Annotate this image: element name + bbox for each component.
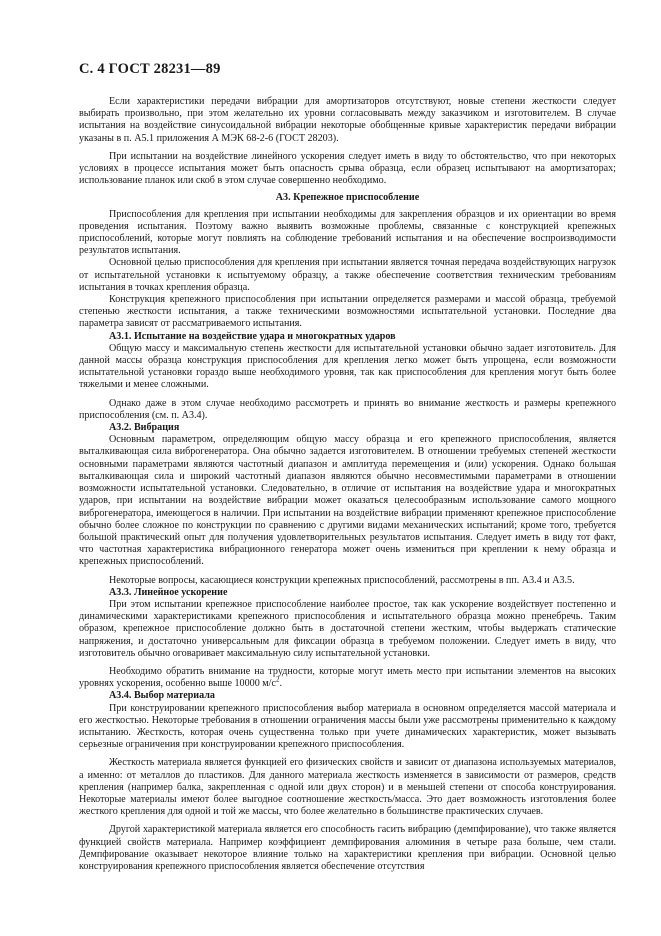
section-heading-a3: А3. Крепежное приспособление [275,192,420,204]
paragraph: Другой характеристикой материала является его способность гасить вибрацию (демпфирование), что также является функцией свойств материала. Например коэффициент демпфирования алюминия в четыре раза больше, чем стали. Демпфирование оказывает некоторое влияние только на характеристики крепления при вибрации. Основной целью конструирования крепежного приспособления является обеспечение отсутствия [79,824,616,872]
paragraph: При испытании на воздействие линейного ускорения следует иметь в виду то обстоятельство, что при некоторых условиях в процессе испытания может быть опасность срыва образца, если образец испытывают на амортизаторах; использование планок или скоб в этом случае совершенно необходимо. [79,150,616,187]
paragraph: Если характеристики передачи вибрации для амортизаторов отсутствуют, новые степени жесткости следует выбирать произвольно, при этом желательно их уровни согласовывать между заказчиком и изготовителем. В случае испытания на воздействие синусоидальной вибрации некоторые обобщенные кривые характеристик передачи вибрации указаны в п. А5.1 приложения А МЭК 68-2-6 (ГОСТ 28203). [79,96,616,144]
paragraph: Однако даже в этом случае необходимо рассмотреть и принять во внимание жесткость и размеры крепежного приспособления (см. п. А3.4). [79,397,616,421]
paragraph [79,666,616,690]
paragraph: Конструкция крепежного приспособления при испытании определяется размерами и массой образца, требуемой степенью жесткости испытания, а также техническими возможностями испытательной установки. Последние два параметра зависят от рассматриваемого испытания. [79,294,616,330]
paragraph-text-end: . [279,678,282,690]
paragraph: При этом испытании крепежное приспособление наиболее простое, так как ускорение воздействует постепенно и динамическими характеристиками крепежного приспособления и испытательного образца можно пренебречь. Таким образом, крепежное приспособление должно быть в достаточной степени жестким, чтобы выдержать статические напряжения, и достаточно универсальным для фиксации образца в требуемом положении. Следует иметь в виду, что изготовитель обычно оговаривает максимальную силу испытательной установки. [79,598,616,659]
subsection-heading-a3-4: А3.4. Выбор материала [109,690,215,702]
document-body [79,96,616,873]
subsection-heading-a3-2: А3.2. Вибрация [109,422,180,434]
paragraph: Приспособления для крепления при испытании необходимы для закрепления образцов и их ориентации во время проведения испытания. Поэтому важно выявить возможные проблемы, связанные с конструкцией крепежных приспособлений, которые могут повлиять на соблюдение требований испытания и на обеспечение воспроизводимости результатов испытания. [79,208,616,257]
paragraph: При конструировании крепежного приспособления выбор материала в основном определяется массой материала и его жесткостью. Некоторые требования в отношении ограничения массы были уже рассмотрены применительно к каждому испытанию. Жесткость, которая очень существенна только при учете динамических характеристик, может вызывать серьезные ограничения при конструировании крепежного приспособления. [79,702,616,751]
paragraph: Общую массу и максимальную степень жесткости для испытательной установки обычно задает изготовитель. Для данной массы образца конструкция приспособления для крепления легко может быть упрощена, если возможности испытательной установки гораздо выше необходимого уровня, так как приспособления для крепления могут быть более тяжелыми и менее сложными. [79,342,616,391]
subsection-heading-a3-3: А3.3. Линейное ускорение [109,586,228,598]
paragraph-text: Необходимо обратить внимание на трудности, которые могут иметь место при испытании элементов на высоких уровнях ускорения, особенно выше 10000 м/с [79,665,616,690]
page-header: С. 4 ГОСТ 28231—89 [79,61,221,77]
subsection-heading-a3-1: А3.1. Испытание на воздействие удара и многократных ударов [109,330,396,342]
paragraph: Основным параметром, определяющим общую массу образца и его крепежного приспособления, является выталкивающая сила виброгенератора. Она обычно задается изготовителем. В отношении требуемых степеней жесткости основными параметрами являются частотный диапазон и амплитуда перемещения и (или) ускорения. Однако большая выталкивающая сила и широкий частотный диапазон являются обычно несовместимыми параметрами в отношении возможности испытательной установки. Следовательно, в отличие от испытания на воздействие удара и многократных ударов, при испытании на воздействие вибрации может оказаться целесообразным использование самого мощного виброгенератора, имеющегося в наличии. При испытании на воздействие вибрации применяют крепежное приспособление обычно более сложное по конструкции по сравнению с другими видами механических испытаний; кроме того, требуется большой практический опыт для получения удовлетворительных результатов испытания. Следует иметь в виду тот факт, что частотная характеристика вибрационного генератора может очень измениться при креплении к нему образца и крепежных приспособлений. [79,434,616,568]
paragraph: Основной целью приспособления для крепления при испытании является точная передача воздействующих нагрузок от испытательной установки к испытуемому образцу, а также обеспечение соответствия техническим требованиям испытания в точках крепления образца. [79,257,616,293]
superscript: 2 [275,675,280,684]
paragraph: Некоторые вопросы, касающиеся конструкции крепежных приспособлений, рассмотрены в пп. А3.4 и А3.5. [109,574,575,586]
paragraph: Жесткость материала является функцией его физических свойств и зависит от диапазона используемых материалов, а именно: от металлов до пластиков. Для данного материала жесткость изменяется в зависимости от размеров, средств крепления (например балка, закрепленная с одной или двух сторон) и в меньшей степени от способа конструирования. Некоторые материалы имеют более выгодное соотношение жесткость/масса. Это дает возможность изготовления более жесткого крепления для одной и той же массы, что более желательно в большинстве практических случаев. [79,757,616,818]
